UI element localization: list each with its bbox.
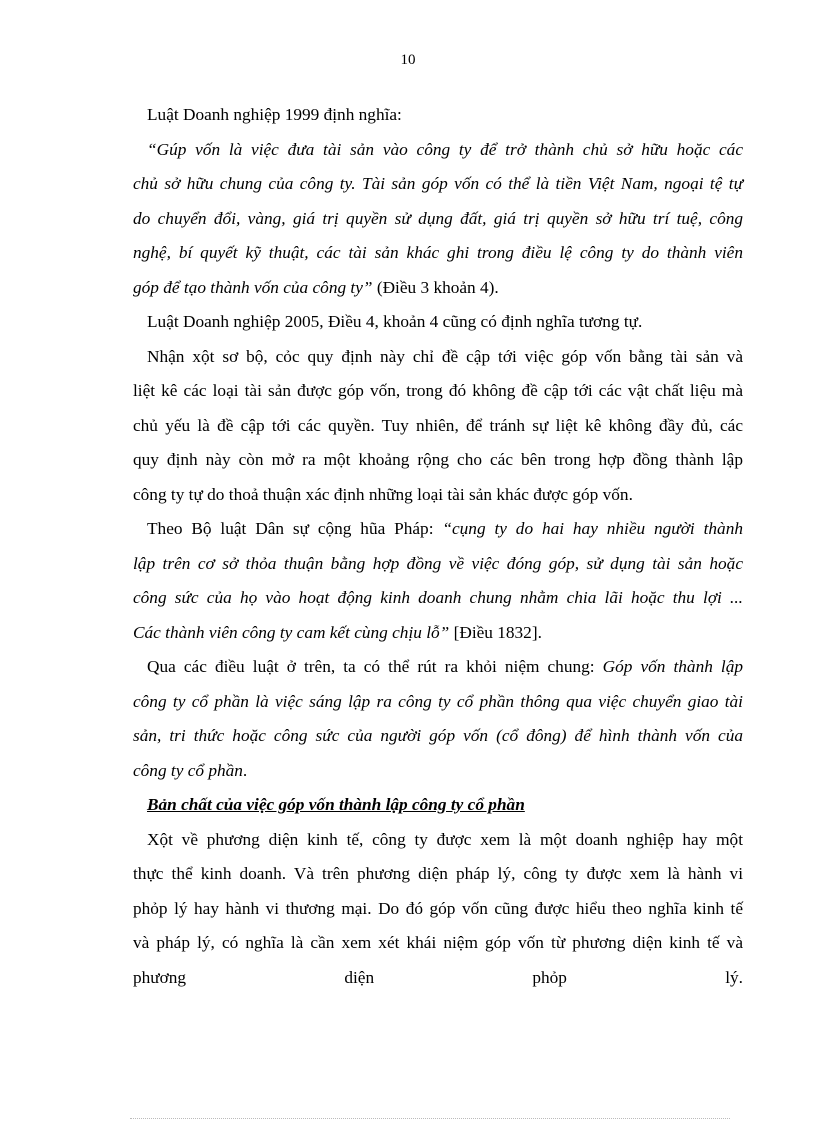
footer-divider xyxy=(130,1118,730,1119)
text-line: Luật Doanh nghiệp 2005, Điều 4, khoản 4 cũng có định nghĩa tương tự. xyxy=(147,312,643,331)
definition-line: sản, tri thức hoặc công sức của người góp vốn (cổ đông) để hình thành vốn của xyxy=(133,726,743,745)
text-line: thực thể kinh doanh. Và trên phương diện pháp lý, công ty được xem là hành vi xyxy=(133,864,743,883)
definition-line: công ty cổ phần là việc sáng lập ra công ty cổ phần thông qua việc chuyển giao tài xyxy=(133,691,743,711)
page-number: 10 xyxy=(400,52,416,68)
quote-line: do chuyển đổi, vàng, giá trị quyền sử dụng đất, giá trị quyền sở hữu trí tuệ, công xyxy=(133,208,743,228)
text-line: phương diện phỏp lý. xyxy=(133,967,743,987)
quote-line: góp để tạo thành vốn của công ty” (Điều 3 khoản 4). xyxy=(133,277,499,297)
quote-line: chủ sở hữu chung của công ty. Tài sản góp vốn có thể là tiền Việt Nam, ngoại tệ tự xyxy=(133,174,743,193)
text-line: quy định này còn mở ra một khoảng rộng cho các bên trong hợp đồng thành lập xyxy=(133,450,743,469)
text-line: phỏp lý hay hành vi thương mại. Do đó góp vốn cũng được hiểu theo nghĩa kinh tế xyxy=(133,898,743,918)
quote-line: lập trên cơ sở thỏa thuận bằng hợp đồng về việc đóng góp, sử dụng tài sản hoặc xyxy=(133,553,743,573)
text-line: công ty tự do thoả thuận xác định những loại tài sản khác được góp vốn. xyxy=(133,484,633,504)
quote-line: “Gúp vốn là việc đưa tài sản vào công ty để trở thành chủ sở hữu hoặc các xyxy=(147,139,743,159)
quote-line: công sức của họ vào hoạt động kinh doanh chung nhằm chia lãi hoặc thu lợi ... xyxy=(133,588,743,607)
text-line: chủ yếu là đề cập tới các quyền. Tuy nhiên, để tránh sự liệt kê không đầy đủ, các xyxy=(133,415,743,435)
quote-line: Các thành viên công ty cam kết cùng chịu lỗ” [Điều 1832]. xyxy=(133,622,542,642)
text-line: Luật Doanh nghiệp 1999 định nghĩa: xyxy=(147,105,402,124)
text-line: Xột về phương diện kinh tế, công ty được xem là một doanh nghiệp hay một xyxy=(147,829,743,849)
body-text xyxy=(133,98,743,995)
text-line: Qua các điều luật ở trên, ta có thể rút ra khỏi niệm chung: Góp vốn thành lập xyxy=(147,657,743,676)
quote-line: nghệ, bí quyết kỹ thuật, các tài sản khác ghi trong điều lệ công ty do thành viên xyxy=(133,243,743,262)
text-line: Nhận xột sơ bộ, cỏc quy định này chỉ đề cập tới việc góp vốn bằng tài sản và xyxy=(147,346,743,366)
text-line: liệt kê các loại tài sản được góp vốn, trong đó không đề cập tới các vật chất liệu mà xyxy=(133,381,743,400)
definition-line: công ty cổ phần. xyxy=(133,760,248,780)
section-heading: Bản chất của việc góp vốn thành lập công ty cổ phần xyxy=(147,795,525,814)
text-line: Theo Bộ luật Dân sự cộng hũa Pháp: “cụng ty do hai hay nhiều người thành xyxy=(147,519,743,538)
text-line: và pháp lý, có nghĩa là cần xem xét khái niệm góp vốn từ phương diện kinh tế và xyxy=(133,933,743,952)
